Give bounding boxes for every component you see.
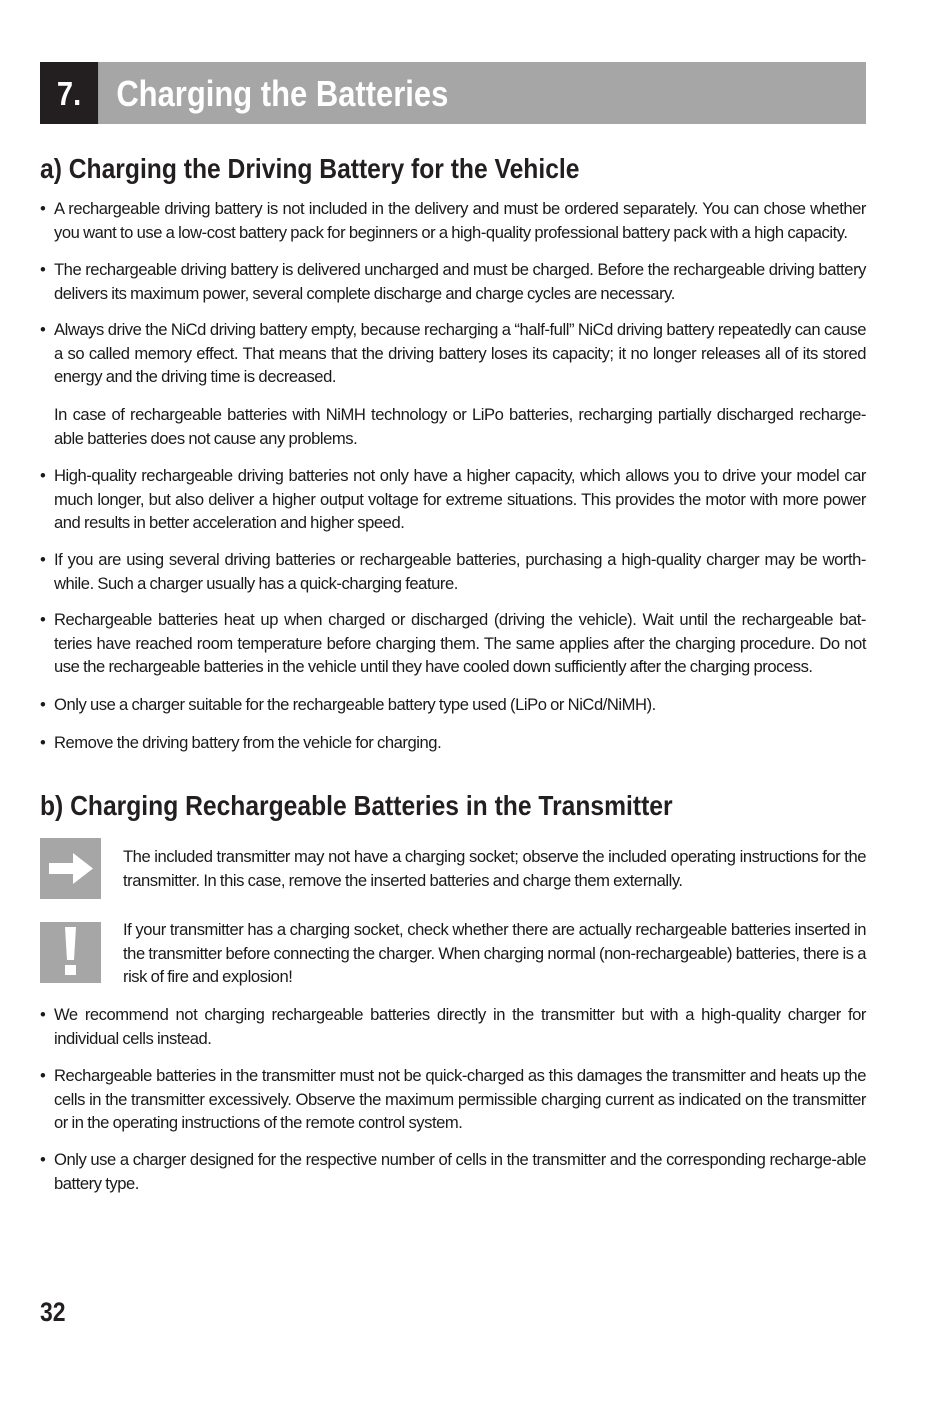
list-item-text: In case of rechargeable batteries with NiMH technology or LiPo batteries, recharging partially discharged recharge-able batteries does not cause any problems. [54,405,866,448]
list-item [40,608,866,679]
list-item [40,693,866,717]
list-item-text: Rechargeable batteries heat up when charged or discharged (driving the vehicle). Wait until the rechargeable bat-teries have reached room temperature before charging them. The same applies after the charging procedure. Do not use the rechargeable batteries in the vehicle until they have cooled down sufficiently after the charging process. [54,610,866,676]
list-item-text: Rechargeable batteries in the transmitter must not be quick-charged as this damages the transmitter and heats up the cells in the transmitter excessively. Observe the maximum permissible charging current as indicated on the transmitter or in the operating instructions of the remote control system. [54,1066,866,1132]
list-item [40,464,866,535]
note-warning-text: If your transmitter has a charging socket, check whether there are actually rechargeable batteries inserted in the transmitter before connecting the charger. When charging normal (non-rechargeable) batteries, there is a risk of fire and explosion! [123,920,866,986]
list-item [40,403,866,450]
arrow-right-icon [40,838,101,899]
note-arrow-text: The included transmitter may not have a charging socket; observe the included operating instructions for the transmitter. In this case, remove the inserted batteries and charge them externally. [123,847,866,890]
list-item-text: We recommend not charging rechargeable batteries directly in the transmitter but with a high-quality charger for individual cells instead. [54,1005,866,1048]
bullet: • [40,695,46,714]
section-b-heading: b) Charging Rechargeable Batteries in the Transmitter [40,790,673,821]
list-item [40,258,866,305]
bullet: • [40,1066,46,1085]
bullet: • [40,1005,46,1024]
bullet: • [40,260,46,279]
list-item-text: Always drive the NiCd driving battery empty, because recharging a “half-full” NiCd driving battery repeatedly can cause a so called memory effect. That means that the driving battery loses its capacity; it no longer releases all of its stored energy and the driving time is decreased. [54,320,866,386]
bullet: • [40,466,46,485]
list-item [40,318,866,389]
list-item-text: High-quality rechargeable driving batteries not only have a higher capacity, which allows you to drive your model car much longer, but also deliver a higher output voltage for extreme situations. This provides the motor with more power and results in better acceleration and higher speed. [54,466,866,532]
list-item-text: Remove the driving battery from the vehicle for charging. [54,733,442,752]
bullet: • [40,550,46,569]
list-item [40,1148,866,1195]
list-item [40,197,866,244]
bullet: • [40,610,46,629]
exclamation-icon [40,922,101,983]
list-item-text: A rechargeable driving battery is not included in the delivery and must be ordered separately. You can chose whether you want to use a low-cost battery pack for beginners or a high-quality professional battery pack with a high capacity. [54,199,866,242]
list-item [40,731,866,755]
list-item [40,1064,866,1135]
bullet: • [40,1150,46,1169]
section-a-heading: a) Charging the Driving Battery for the Vehicle [40,153,580,184]
bullet: • [40,733,46,752]
list-item [40,548,866,595]
bullet: • [40,199,46,218]
list-item-text: The rechargeable driving battery is delivered uncharged and must be charged. Before the rechargeable driving battery delivers its maximum power, several complete discharge and charge cycles are necessary. [54,260,866,303]
list-item [40,1003,866,1050]
list-item-text: Only use a charger designed for the respective number of cells in the transmitter and the corresponding recharge-able battery type. [54,1150,866,1193]
bullet: • [40,320,46,339]
chapter-header [40,62,866,124]
list-item-text: If you are using several driving batteries or rechargeable batteries, purchasing a high-quality charger may be worth-while. Such a charger usually has a quick-charging feature. [54,550,866,593]
chapter-title: Charging the Batteries [116,73,449,114]
chapter-number: 7. [40,62,98,124]
page-number: 32 [40,1297,66,1327]
list-item-text: Only use a charger suitable for the rechargeable battery type used (LiPo or NiCd/NiMH). [54,695,656,714]
